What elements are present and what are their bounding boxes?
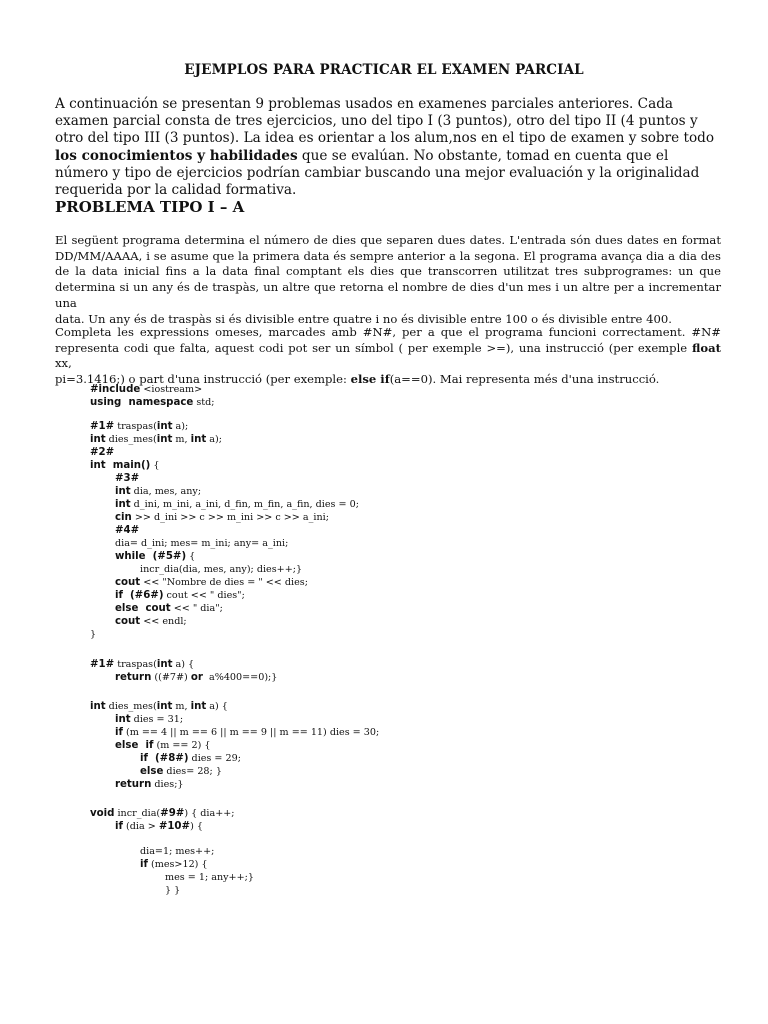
code-keyword: using namespace [90,397,194,408]
code-keyword: #1# [90,659,115,670]
code-keyword: int [90,434,106,445]
code-text: a%400==0);} [202,672,278,683]
code-keyword: int [115,499,131,510]
description-line: DD/MM/AAAA, i se asume que la primera data és sempre anterior a la segona. El programa avança dia a dia des [55,248,721,263]
code-line [140,765,222,778]
code-keyword: #include [90,384,141,395]
intro-text-1: A continuación se presentan 9 problemas usados en examenes parciales anteriores. Cada examen parcial consta de tres ejercicios, uno del tipo I (3 puntos), otro del tipo II (4 puntos y otro del tipo III (3 puntos). La idea es orientar a los alum,nos en el tipo de examen y sobre todo [55,96,715,147]
code-text: cout << " dies"; [163,590,245,601]
intro-text-2: que se evalúan. No obstante, tomad en cuenta que el número y tipo de ejercicios podrían cambiar buscando una mejor evaluación y la originalidad requerida por la calidad formativa. [55,147,700,199]
code-keyword: int [190,701,207,712]
code-keyword: #9# [160,808,185,819]
code-text: { [150,460,160,471]
description-line: El següent programa determina el número de dies que separen dues dates. L'entrada són dues dates en format [55,233,721,247]
instructions-line: Completa les expressions omeses, marcades amb #N#, per a que el programa funcioni correctament. #N# [55,325,721,339]
code-line [115,713,183,726]
code-keyword: return [115,779,152,790]
code-keyword: cout [115,577,141,588]
code-text: m, [172,701,191,712]
code-keyword: else if [115,740,154,751]
code-text: incr_dia( [114,808,161,819]
instructions-line [55,341,721,372]
code-text: dies_mes( [105,434,157,445]
code-text: a) { [206,701,228,712]
code-keyword: cout [115,616,141,627]
code-keyword: int [156,434,173,445]
code-line [90,807,235,820]
code-text: dia=1; mes++; [140,846,215,857]
code-line [115,498,359,511]
code-keyword: #1# [90,421,115,432]
code-line [115,576,308,589]
page-title: EJEMPLOS PARA PRACTICAR EL EXAMEN PARCIAL [184,62,584,78]
code-text: { [186,551,196,562]
code-line [165,884,180,897]
code-keyword: int [190,434,207,445]
code-keyword: int main() [90,460,151,471]
code-line [90,700,228,713]
code-text: dies = 31; [130,714,184,725]
code-text: traspas( [114,421,157,432]
code-text: ) { dia++; [184,808,235,819]
instructions-text: xx, [55,356,72,371]
code-line [115,602,223,615]
code-text: dia= d_ini; mes= m_ini; any= a_ini; [115,538,289,549]
code-text: (m == 4 || m == 6 || m == 9 || m == 11) dies = 30; [122,727,380,738]
code-line [90,628,96,641]
code-text: traspas( [114,659,157,670]
code-line [115,524,139,537]
instructions-paragraph [55,325,721,388]
code-keyword: #10# [158,821,191,832]
code-keyword: else [140,766,164,777]
code-line [140,858,208,871]
code-line [140,563,302,576]
code-keyword: cin [115,512,132,523]
intro-bold-text: los conocimientos y habilidades [55,147,298,164]
code-text: a) { [172,659,195,670]
instructions-keyword: else if [350,372,390,387]
instructions-text: (a==0). Mai representa més d'una instrucció. [389,372,660,387]
instructions-text: representa codi que falta, aquest codi pot ser un símbol ( per exemple >=), una instrucció (per exemple [55,340,692,355]
intro-paragraph [55,96,723,199]
code-keyword: #2# [90,447,115,458]
description-line: determina si un any és de traspàs, un altre que retorna el nombre de dies d'un mes i un altre per a incrementar una [55,280,721,310]
code-text: d_ini, m_ini, a_ini, d_fin, m_fin, a_fin, dies = 0; [130,499,359,510]
code-keyword: or [190,672,203,683]
code-text: (mes>12) { [147,859,208,870]
code-keyword: if [115,821,123,832]
code-keyword: int [115,714,131,725]
code-keyword: if [115,727,123,738]
code-text: dies_mes( [105,701,157,712]
code-line [90,446,114,459]
code-line [115,726,379,739]
code-text: (m == 2) { [153,740,211,751]
code-line [90,658,194,671]
code-keyword: if (#6#) [115,590,164,601]
code-line [90,459,159,472]
code-line [165,871,254,884]
code-keyword: void [90,808,115,819]
code-keyword: #4# [115,525,140,536]
code-text: std; [193,397,215,408]
code-text: dies= 28; } [163,766,222,777]
code-line [140,752,241,765]
code-keyword: #3# [115,473,140,484]
code-keyword: return [115,672,152,683]
code-line [140,845,214,858]
code-text: } } [165,885,181,896]
code-line [115,739,210,752]
code-line [90,383,202,396]
code-keyword: if (#8#) [140,753,189,764]
instructions-text: pi=3.1416;) o part d'una instrucció (per exemple: [55,372,351,387]
description-line: data. Un any és de traspàs si és divisible entre quatre i no és divisible entre 100 o és divisible entre 400. [55,311,672,326]
code-text: dia, mes, any; [130,486,202,497]
code-text: incr_dia(dia, mes, any); dies++;} [140,564,303,575]
description-line: de la data inicial fins a la data final comptant els dies que transcorren utilitzat tres subprogrames: un que [55,264,721,279]
code-keyword: if [140,859,148,870]
code-text: (dia > [122,821,159,832]
code-line [115,589,245,602]
code-text: <iostream> [140,384,203,395]
code-keyword: int [90,701,106,712]
code-keyword: int [156,659,173,670]
code-text: } [90,629,97,640]
code-keyword: int [156,701,173,712]
code-text: a); [206,434,222,445]
code-keyword: int [115,486,131,497]
code-line [115,550,195,563]
code-text: << endl; [140,616,187,627]
code-line [115,671,277,684]
code-text: dies;} [151,779,184,790]
code-keyword: while (#5#) [115,551,187,562]
code-text: ) { [190,821,203,832]
code-text: >> d_ini >> c >> m_ini >> c >> a_ini; [131,512,329,523]
code-keyword: int [156,421,173,432]
code-line [115,472,139,485]
code-line [115,485,201,498]
code-line [115,615,187,628]
code-line [90,433,222,446]
code-line [115,511,329,524]
code-text: ((#7#) [151,672,191,683]
code-text: mes = 1; any++;} [165,872,254,883]
problem-description [55,233,721,327]
code-line [115,820,203,833]
code-text: << " dia"; [170,603,223,614]
code-keyword: else cout [115,603,171,614]
code-text: dies = 29; [188,753,241,764]
code-text: a); [172,421,189,432]
section-heading: PROBLEMA TIPO I – A [55,198,245,216]
code-line [90,396,214,409]
code-line [115,778,184,791]
code-text: m, [172,434,191,445]
code-line [115,537,288,550]
code-text: << "Nombre de dies = " << dies; [140,577,308,588]
instructions-keyword: float [691,340,721,355]
code-line [90,420,188,433]
